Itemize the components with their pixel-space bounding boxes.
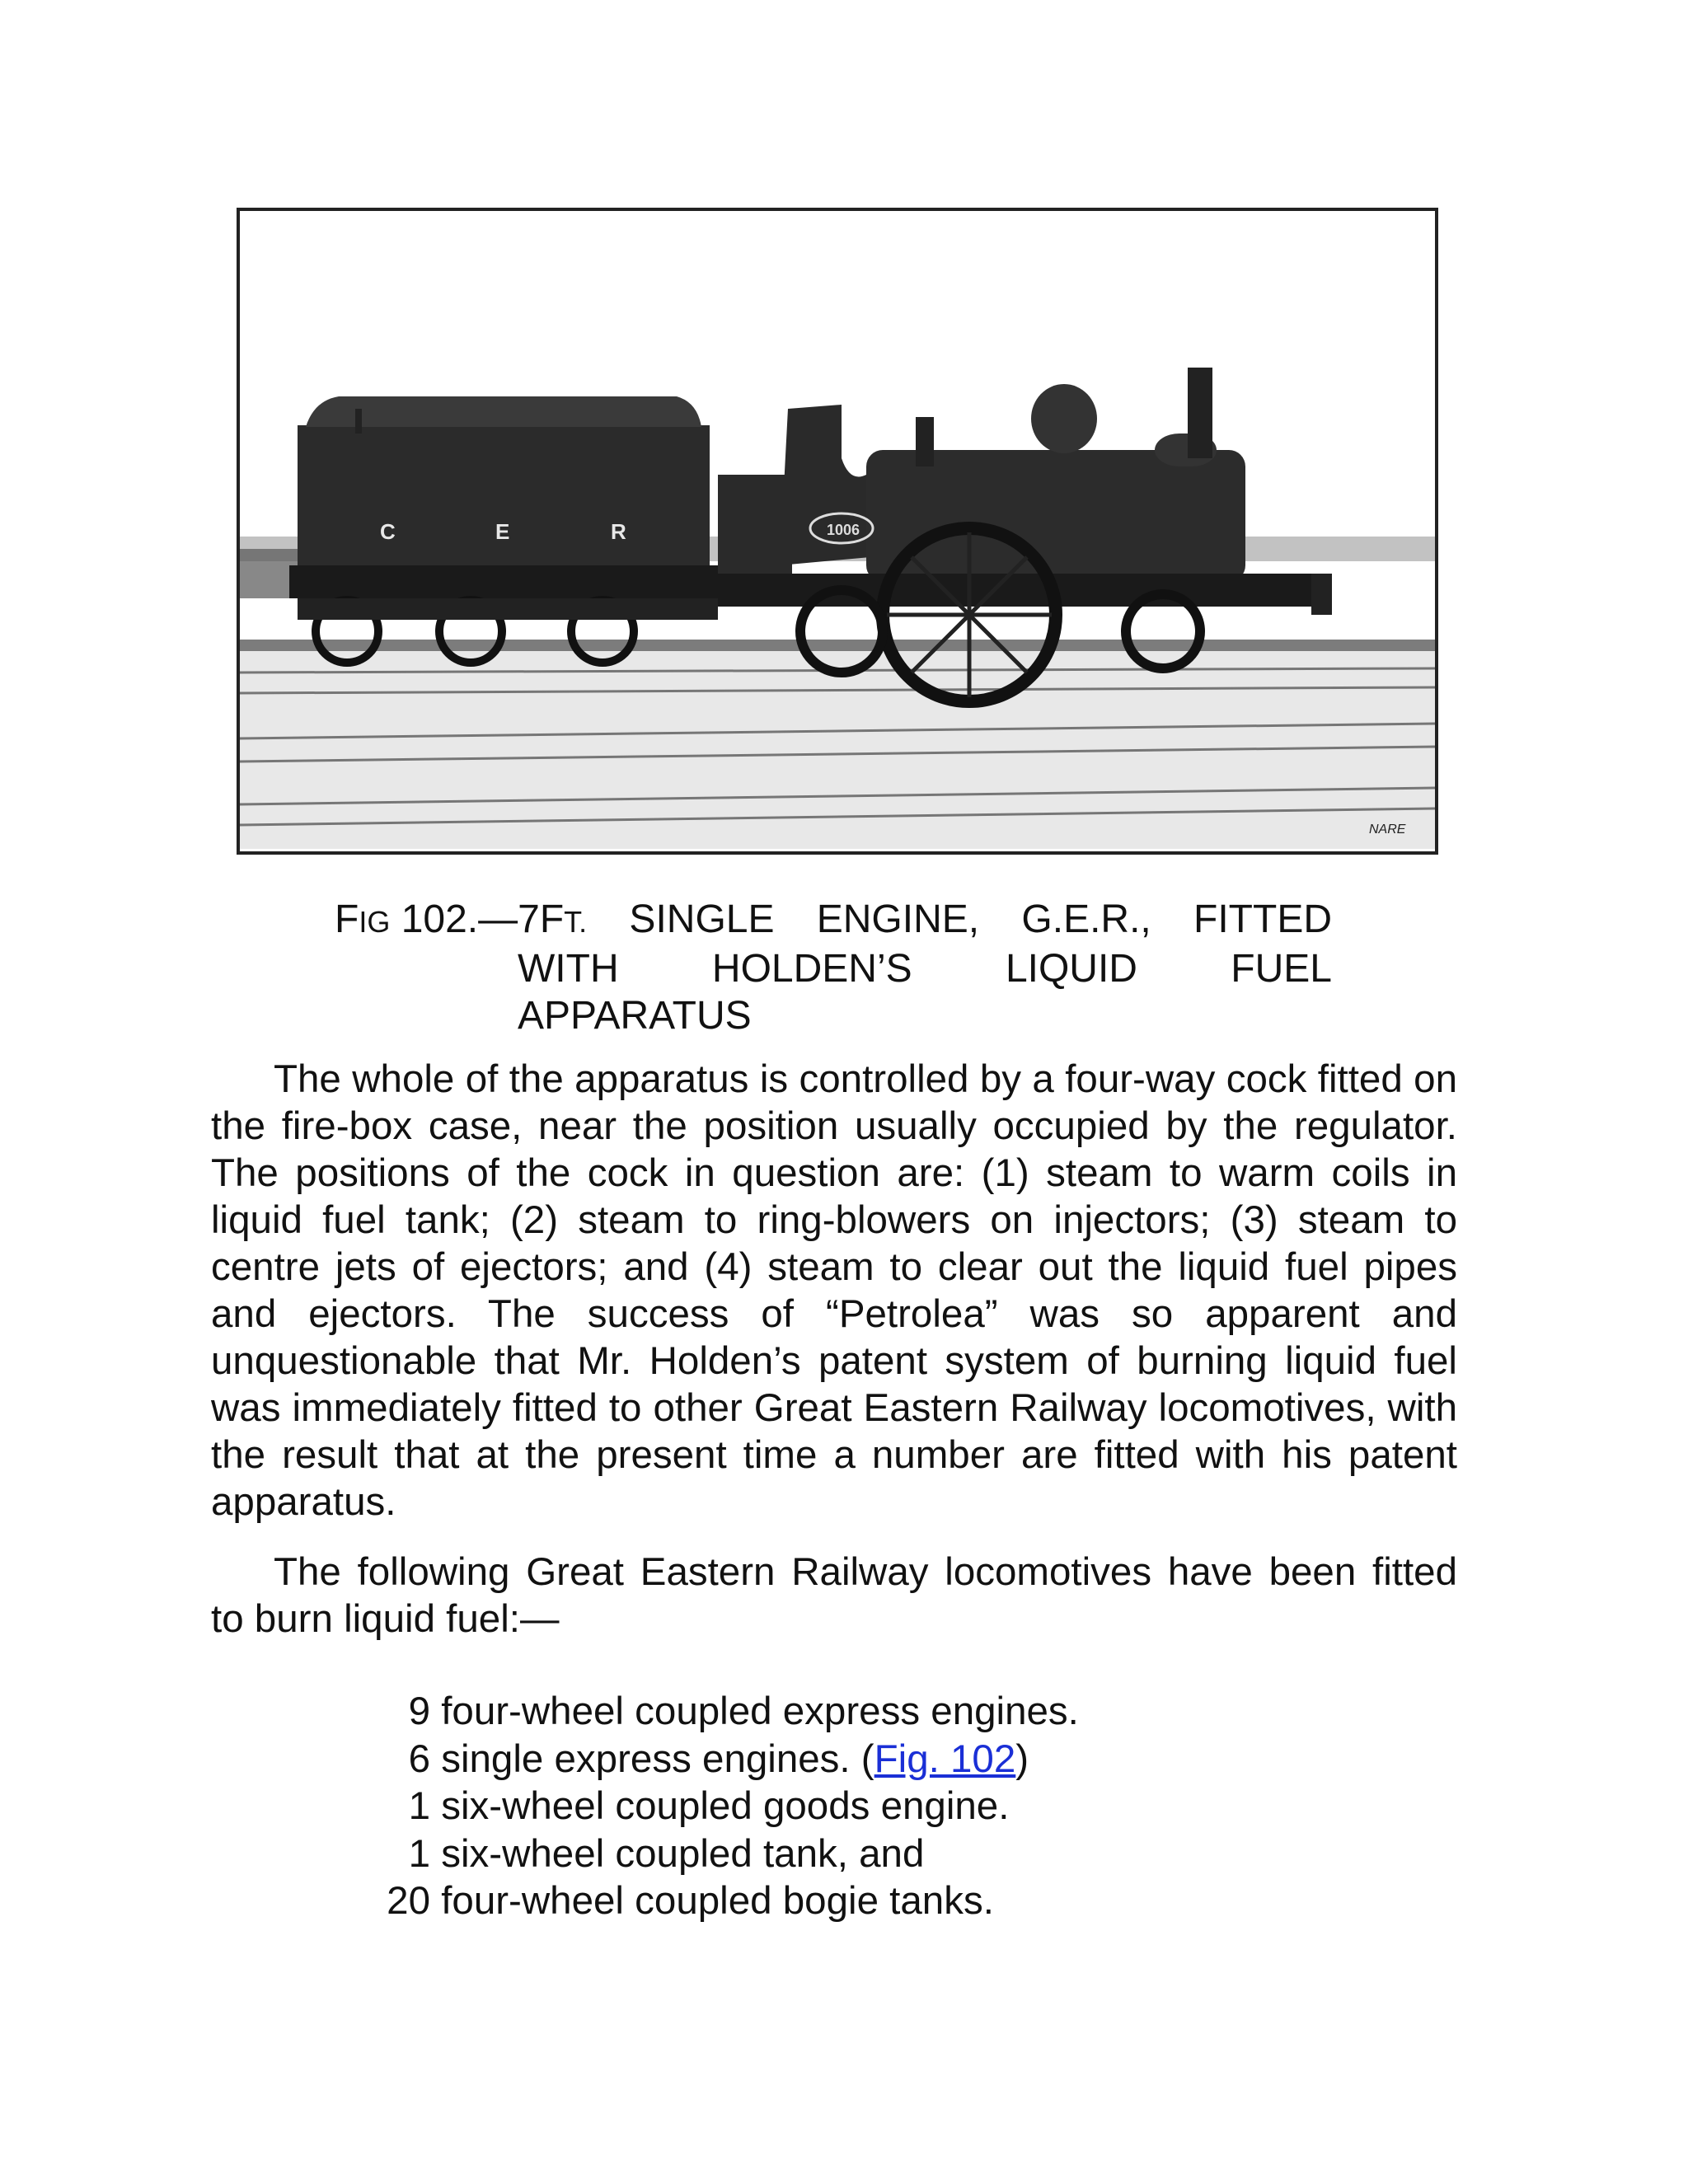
photographer-mark: NARE xyxy=(1369,823,1406,837)
list-item-count: 9 xyxy=(408,1690,430,1733)
tender-letter-r: R xyxy=(611,519,626,544)
caption-figure-label: FIG 102.—7FT. xyxy=(335,898,588,941)
body-paragraph-1: The whole of the apparatus is controlled by a four-way cock fitted on the fire-box case, near the position usually occupied by the regulator. The positions of the cock in question are: (1) steam to warm coils in liquid fuel tank; (2) steam to ring-blowers on injectors; (3) steam to centre jets of ejectors; and (4) steam to clear out the liquid fuel pipes and ejectors. The success of “Petrolea” was so apparent and unquestionable that Mr. Holden’s patent system of burning liquid fuel was immediately fitted to other Great Eastern Railway locomotives, with the result that at the present time a number are fitted with his patent apparatus. xyxy=(211,1057,1457,1524)
list-item-text: four-wheel coupled express engines. xyxy=(441,1690,1079,1733)
caption-line-3: APPARATUS xyxy=(518,994,752,1038)
list-item-count: 1 xyxy=(408,1784,430,1828)
caption-line-1 xyxy=(335,896,1332,945)
list-item-text: single express engines. (Fig. 102) xyxy=(441,1736,1029,1781)
list-item xyxy=(363,1688,1079,1736)
list-item-text: four-wheel coupled bogie tanks. xyxy=(441,1879,994,1923)
list-item xyxy=(363,1783,1079,1830)
caption-word: SINGLE xyxy=(629,898,775,941)
tender-letter-c: C xyxy=(380,519,396,544)
list-item xyxy=(363,1830,1079,1878)
number-plate: 1006 xyxy=(827,522,860,538)
caption-word: HOLDEN’S xyxy=(711,947,912,991)
tender-letter-e: E xyxy=(495,519,510,544)
caption-word: LIQUID xyxy=(1005,947,1137,991)
list-item-count: 6 xyxy=(408,1736,430,1781)
caption-word: WITH xyxy=(518,947,619,991)
engine-list xyxy=(363,1688,1079,1925)
caption-word: G.E.R., xyxy=(1021,898,1151,941)
list-item-count: 1 xyxy=(408,1831,430,1876)
caption-line-2 xyxy=(518,945,1332,992)
caption-word: FUEL xyxy=(1231,947,1332,991)
list-item xyxy=(363,1736,1079,1783)
body-paragraph-2: The following Great Eastern Railway locomotives have been fitted to burn liquid fuel:— xyxy=(211,1550,1457,1641)
locomotive-photo xyxy=(240,211,1435,851)
list-item-text: six-wheel coupled goods engine. xyxy=(441,1784,1010,1828)
list-item-count: 20 xyxy=(387,1879,430,1923)
caption-word: ENGINE, xyxy=(816,898,980,941)
list-item-text: six-wheel coupled tank, and xyxy=(441,1831,925,1876)
list-item xyxy=(363,1877,1079,1925)
fig-102-link[interactable]: Fig. 102 xyxy=(874,1736,1016,1781)
figure-caption xyxy=(335,896,1332,1039)
caption-word: FITTED xyxy=(1193,898,1332,941)
locomotive-figure xyxy=(237,208,1438,855)
